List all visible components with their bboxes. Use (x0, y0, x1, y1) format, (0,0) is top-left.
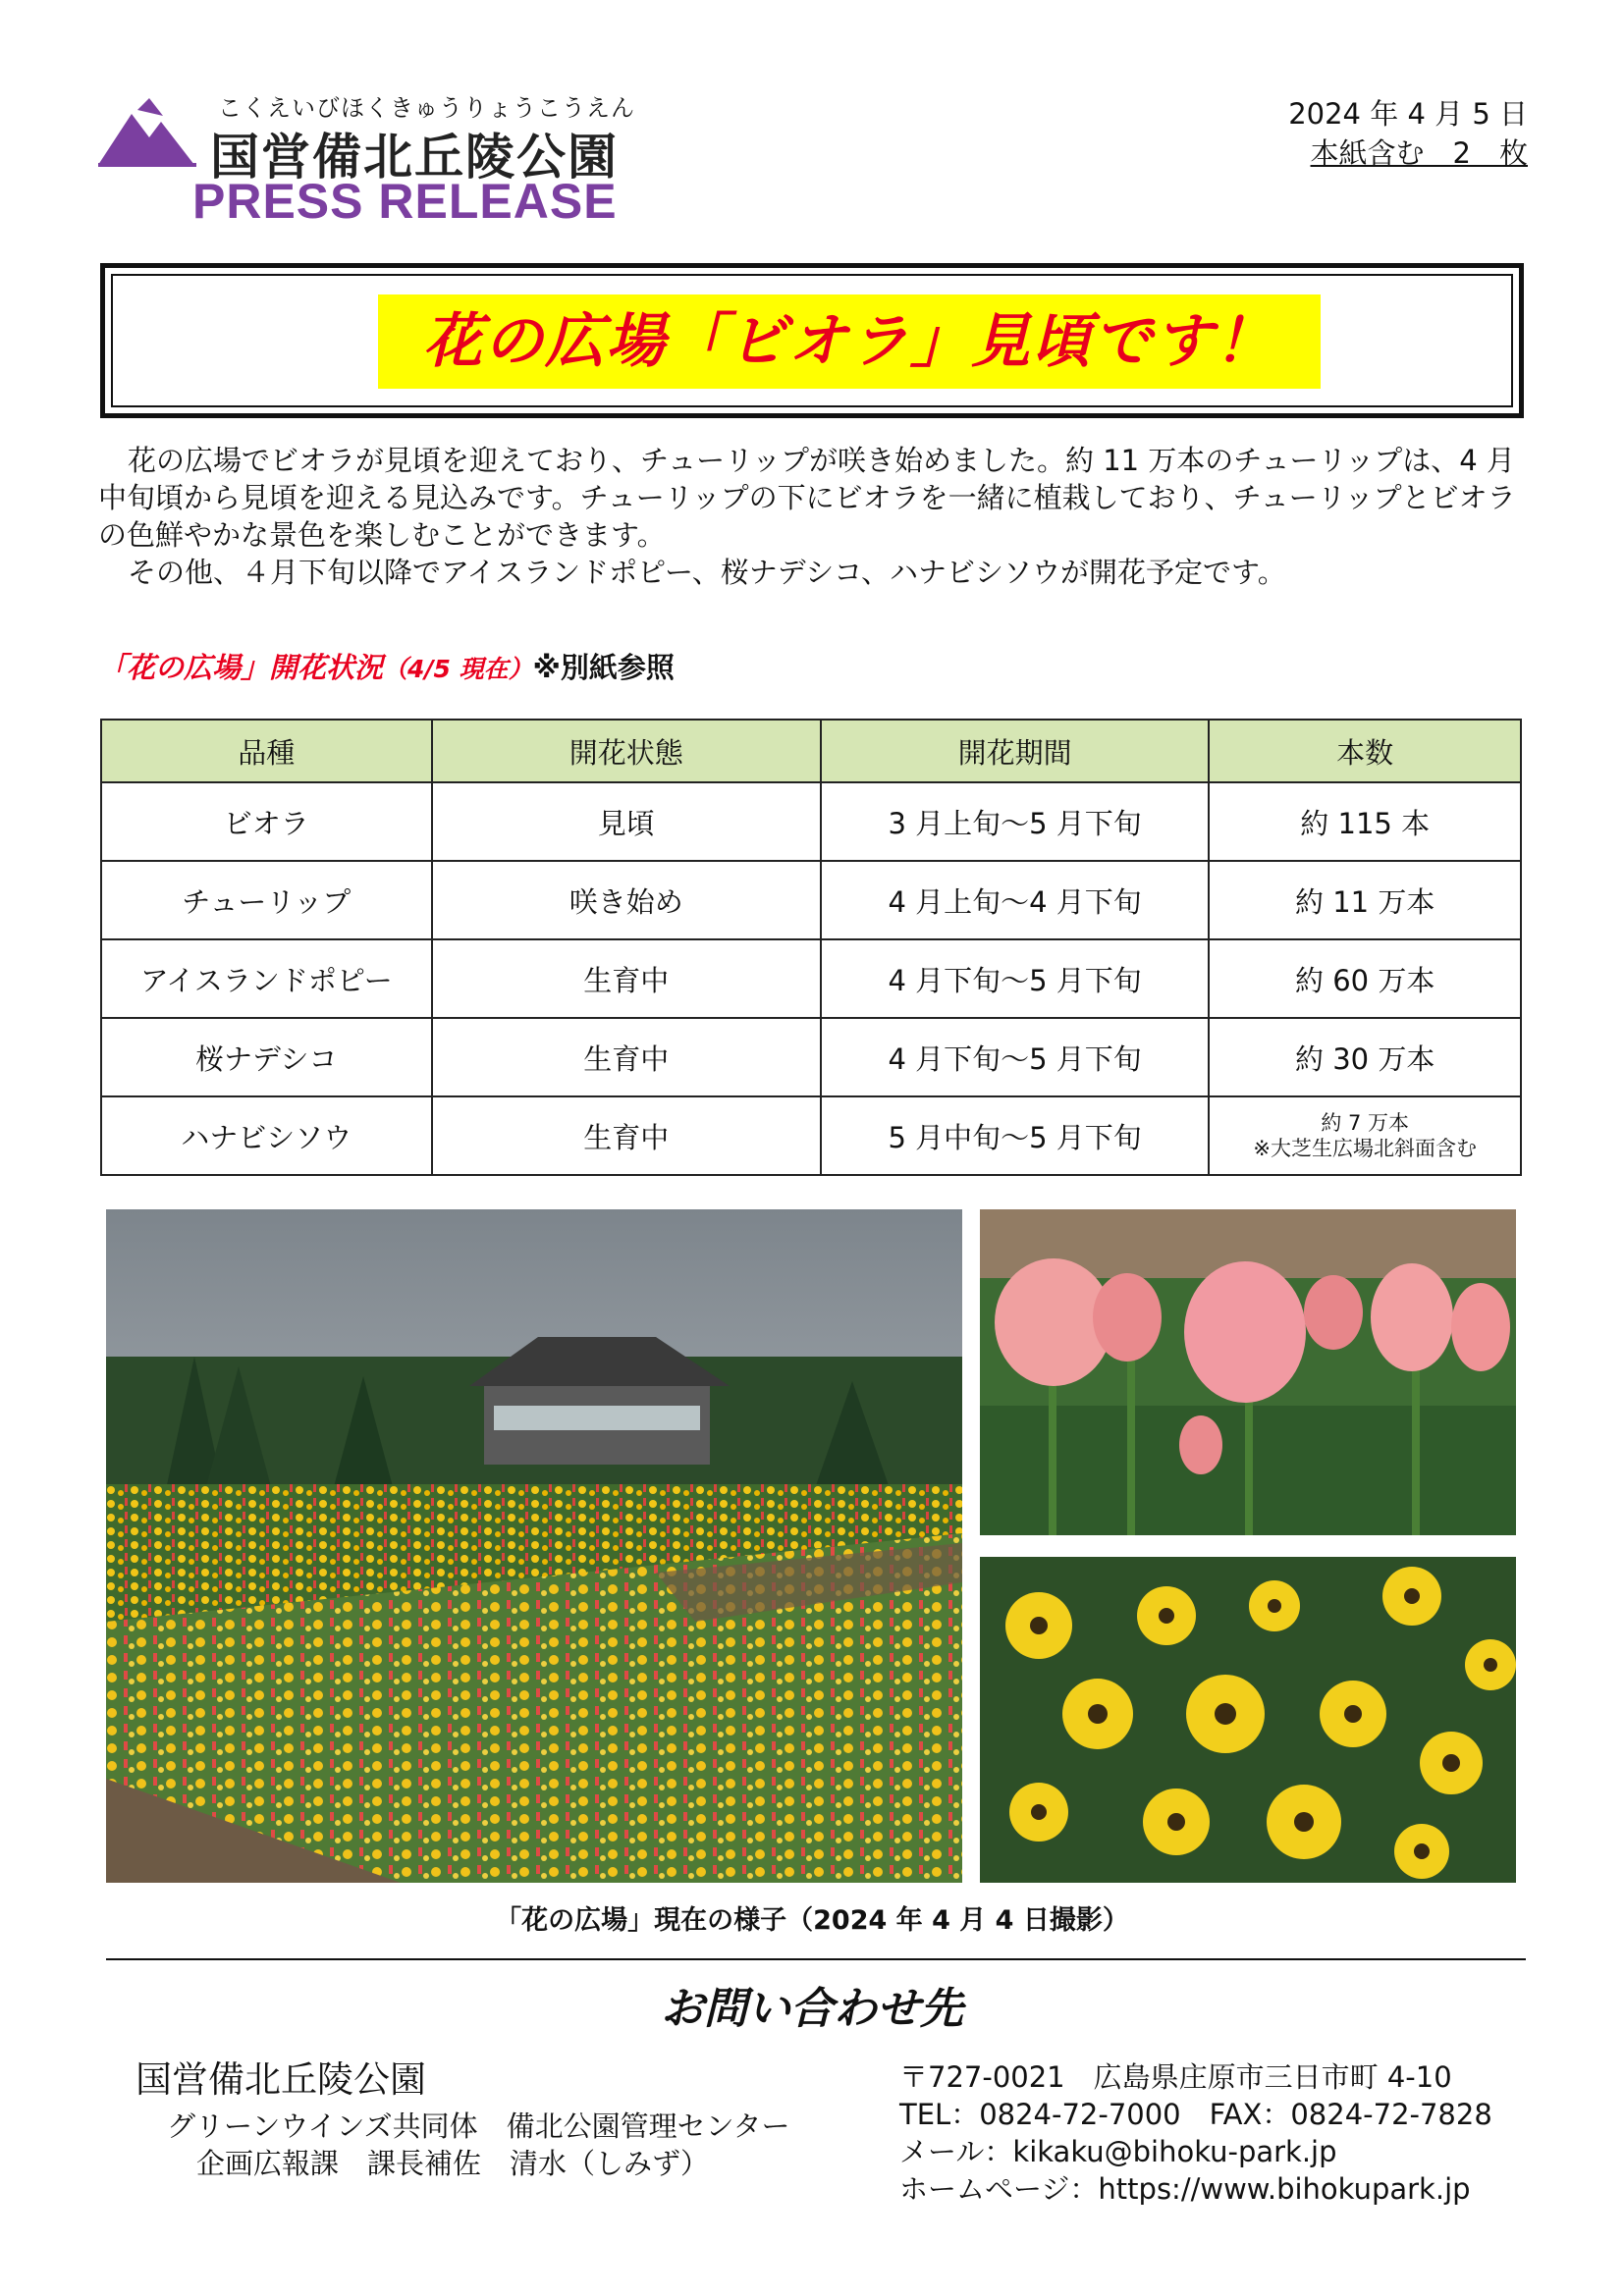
cell-variety: ビオラ (101, 782, 432, 861)
bloom-status-table (100, 719, 1522, 1176)
cell-variety: 桜ナデシコ (101, 1018, 432, 1096)
cell-period: 5 月中旬～5 月下旬 (821, 1096, 1209, 1175)
table-row (101, 1018, 1521, 1096)
header-variety: 品種 (101, 720, 432, 782)
page-title: 花の広場「ビオラ」見頃です！ (423, 307, 1275, 376)
contact-address: 〒727-0021 広島県庄原市三日市町 4-10 (899, 2060, 1452, 2094)
contact-person: 企画広報課 課長補佐 清水（しみず） (196, 2147, 710, 2180)
cell-variety: チューリップ (101, 861, 432, 939)
table-header-row (101, 720, 1521, 782)
table-row (101, 782, 1521, 861)
cell-status: 生育中 (432, 939, 821, 1018)
cell-period: 4 月下旬～5 月下旬 (821, 939, 1209, 1018)
cell-count-note: ※大芝生広場北斜面含む (1253, 1137, 1477, 1160)
cell-count: 約 11 万本 (1209, 861, 1521, 939)
contact-email[interactable]: メール：kikaku@bihoku-park.jp (899, 2135, 1337, 2168)
park-logo-mark (98, 98, 206, 177)
table-row (101, 939, 1521, 1018)
cell-variety: ハナビシソウ (101, 1096, 432, 1175)
section-title: 「花の広場」開花状況 (98, 651, 384, 684)
contact-org: グリーンウインズ共同体 備北公園管理センター (167, 2109, 790, 2143)
divider (106, 1958, 1526, 1960)
cell-count (1209, 1096, 1521, 1175)
contact-park-name: 国営備北丘陵公園 (135, 2058, 426, 2101)
section-note: ※別紙参照 (532, 651, 675, 684)
release-date: 2024 年 4 月 5 日 (1288, 97, 1528, 131)
park-name-ruby: こくえいびほくきゅうりょうこうえん (218, 94, 635, 122)
contact-tel-fax: TEL：0824-72-7000 FAX：0824-72-7828 (899, 2098, 1492, 2131)
cell-period: 4 月下旬～5 月下旬 (821, 1018, 1209, 1096)
cell-count: 約 115 本 (1209, 782, 1521, 861)
cell-status: 咲き始め (432, 861, 821, 939)
cell-status: 見頃 (432, 782, 821, 861)
page-count: 本紙含む 2 枚 (1310, 136, 1528, 170)
header-status: 開花状態 (432, 720, 821, 782)
intro-text (98, 442, 1532, 591)
flower-field-photo (106, 1209, 962, 1883)
intro-paragraph-2: その他、４月下旬以降でアイスランドポピー、桜ナデシコ、ハナビシソウが開花予定です。 (128, 556, 1286, 589)
viola-photo (980, 1557, 1516, 1883)
cell-status: 生育中 (432, 1096, 821, 1175)
cell-status: 生育中 (432, 1018, 821, 1096)
cell-period: 4 月上旬～4 月下旬 (821, 861, 1209, 939)
contact-title: お問い合わせ先 (661, 1984, 963, 2034)
cell-count: 約 30 万本 (1209, 1018, 1521, 1096)
tulip-photo (980, 1209, 1516, 1535)
park-name-logo: 国営備北丘陵公園 (210, 129, 619, 186)
section-as-of: （4/5 現在） (383, 655, 533, 683)
press-release-label: PRESS RELEASE (192, 174, 618, 229)
table-row (101, 861, 1521, 939)
cell-period: 3 月上旬～5 月下旬 (821, 782, 1209, 861)
section-heading (98, 646, 675, 686)
header-period: 開花期間 (821, 720, 1209, 782)
cell-variety: アイスランドポピー (101, 939, 432, 1018)
table-row (101, 1096, 1521, 1175)
cell-count: 約 60 万本 (1209, 939, 1521, 1018)
header-count: 本数 (1209, 720, 1521, 782)
intro-paragraph-1: 花の広場でビオラが見頃を迎えており、チューリップが咲き始めました。約 11 万本のチューリップは、4 月中旬頃から見頃を迎える見込みです。チューリップの下にビオラを一緒に植栽しており、チューリップとビオラの色鮮やかな景色を楽しむことができます。 (98, 444, 1516, 552)
contact-website[interactable]: ホームページ：https://www.bihokupark.jp (899, 2172, 1471, 2206)
photo-caption: 「花の広場」現在の様子（2024 年 4 月 4 日撮影） (495, 1905, 1129, 1936)
cell-count-value: 約 7 万本 (1321, 1111, 1410, 1135)
